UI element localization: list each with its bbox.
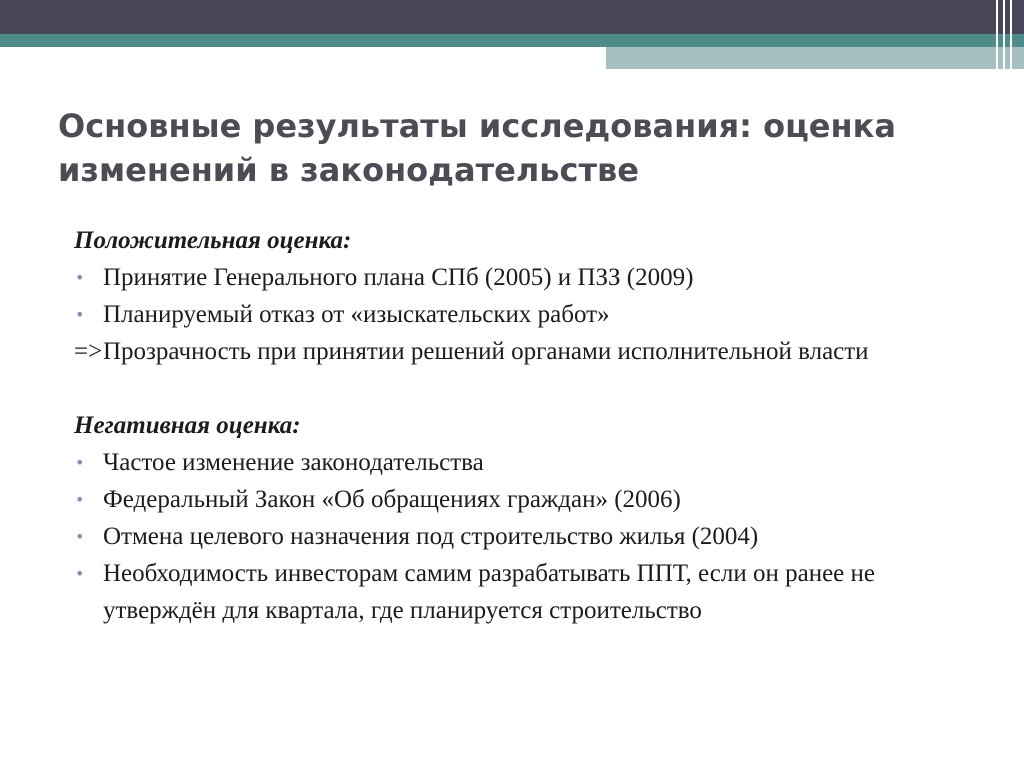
slide-body	[74, 222, 974, 629]
list-item-text: Необходимость инвесторам самим разрабатывать ППТ, если он ранее не утверждён для квартала, где планируется строительство	[103, 560, 875, 624]
conclusion-text: Прозрачность при принятии решений органами исполнительной власти	[103, 338, 869, 365]
negative-list	[74, 444, 974, 629]
header-stripes	[994, 0, 1024, 69]
list-item-text: Принятие Генерального плана СПб (2005) и ПЗЗ (2009)	[103, 264, 694, 291]
list-item	[74, 555, 974, 629]
positive-heading: Положительная оценка:	[74, 227, 352, 254]
arrow-prefix: =>	[74, 338, 103, 365]
list-item-text: Планируемый отказ от «изыскательских работ»	[103, 301, 610, 328]
header-band-teal	[0, 34, 1024, 47]
list-item-text: Частое изменение законодательства	[103, 449, 484, 476]
positive-list	[74, 259, 974, 333]
header-stripe	[996, 0, 998, 69]
list-item-text: Федеральный Закон «Об обращениях граждан» (2006)	[103, 486, 681, 513]
header-band-dark	[0, 0, 1024, 34]
header-stripe	[1003, 0, 1005, 69]
positive-conclusion	[74, 333, 974, 370]
bullet-icon: •	[75, 268, 85, 287]
list-item-text: Отмена целевого назначения под строительство жилья (2004)	[103, 523, 759, 550]
negative-heading: Негативная оценка:	[74, 412, 301, 439]
bullet-icon: •	[75, 490, 85, 509]
list-item	[74, 296, 974, 333]
slide-title: Основные результаты исследования: оценка изменений в законодательстве	[58, 107, 896, 189]
list-item	[74, 444, 974, 481]
bullet-icon: •	[75, 564, 85, 583]
header-stripe	[1010, 0, 1012, 69]
bullet-icon: •	[75, 305, 85, 324]
list-item	[74, 481, 974, 518]
bullet-icon: •	[75, 453, 85, 472]
header-band-light	[606, 47, 1024, 69]
section-spacer	[74, 370, 974, 407]
bullet-icon: •	[75, 527, 85, 546]
list-item	[74, 518, 974, 555]
list-item	[74, 259, 974, 296]
